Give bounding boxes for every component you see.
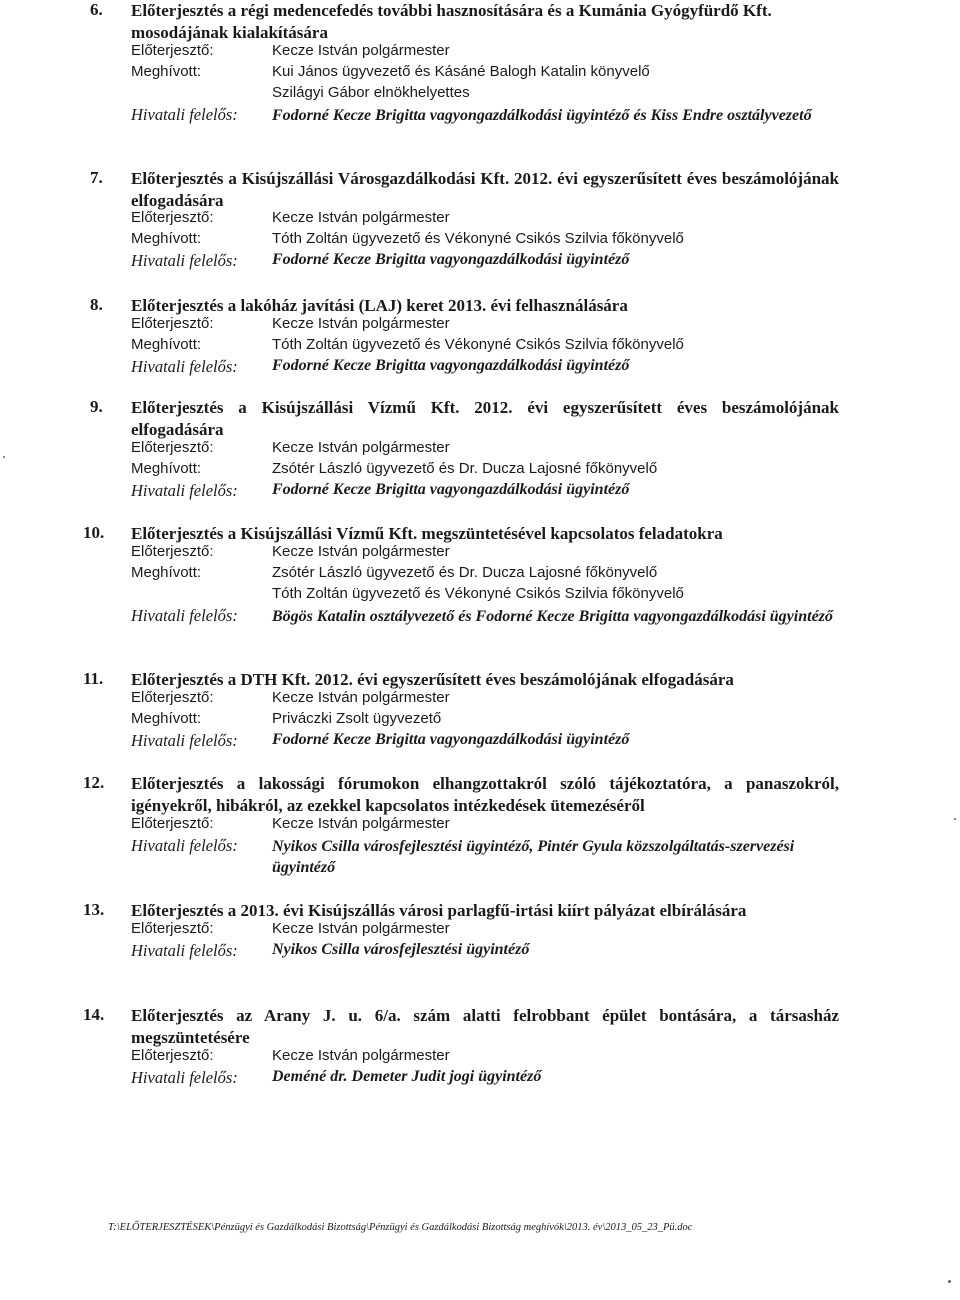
detail-value: Kui János ügyvezető és Kásáné Balogh Katalin könyvelő (272, 63, 650, 80)
agenda-item-title: Előterjesztés a Kisújszállási Vízmű Kft. 2012. évi egyszerűsített éves beszámolójának elfogadására (131, 398, 839, 439)
detail-label: Meghívott: (131, 460, 202, 477)
agenda-item-detail-row (131, 564, 851, 585)
agenda-item-detail-row (131, 836, 851, 876)
detail-label: Hivatali felelős: (131, 105, 238, 124)
detail-label: Előterjesztő: (131, 689, 214, 706)
agenda-item-detail-row (131, 689, 851, 710)
agenda-item-number: 6. (90, 0, 103, 19)
detail-value: Zsótér László ügyvezető és Dr. Ducza Lajosné főkönyvelő (272, 564, 658, 581)
agenda-item-detail-row (131, 731, 851, 752)
detail-label: Hivatali felelős: (131, 606, 238, 625)
detail-value: Kecze István polgármester (272, 920, 450, 937)
agenda-item-number: 12. (83, 773, 105, 792)
agenda-item-number: 8. (90, 295, 103, 314)
agenda-item-title: Előterjesztés a lakóház javítási (LAJ) keret 2013. évi felhasználására (131, 296, 628, 315)
agenda-item-number: 11. (83, 669, 104, 688)
agenda-item-detail-row (131, 460, 851, 481)
agenda-item-title: Előterjesztés az Arany J. u. 6/a. szám alatti felrobbant épület bontására, a társasház megszüntetésére (131, 1006, 839, 1047)
agenda-item-detail-row (131, 105, 851, 126)
detail-value: Tóth Zoltán ügyvezető és Vékonyné Csikós Szilvia főkönyvelő (272, 336, 684, 353)
detail-value: Kecze István polgármester (272, 689, 450, 706)
agenda-item-title: Előterjesztés a DTH Kft. 2012. évi egyszerűsített éves beszámolójának elfogadására (131, 670, 734, 689)
detail-label: Hivatali felelős: (131, 941, 238, 960)
detail-label: Meghívott: (131, 710, 202, 727)
agenda-item-detail-row (131, 1047, 851, 1068)
detail-value: Fodorné Kecze Brigitta vagyongazdálkodási ügyintéző (272, 357, 630, 374)
agenda-item-detail-row (131, 209, 851, 230)
detail-value: Kecze István polgármester (272, 543, 450, 560)
detail-label: Előterjesztő: (131, 439, 214, 456)
agenda-item-number: 10. (83, 523, 105, 542)
detail-label: Előterjesztő: (131, 209, 214, 226)
detail-value: Bögös Katalin osztályvezető és Fodorné Kecze Brigitta vagyongazdálkodási ügyintéző (272, 608, 833, 625)
agenda-item-detail-row (131, 439, 851, 460)
agenda-item-number: 9. (90, 397, 103, 416)
agenda-item-detail-row (131, 357, 851, 378)
detail-value: Tóth Zoltán ügyvezető és Vékonyné Csikós Szilvia főkönyvelő (272, 230, 684, 247)
detail-value: Deméné dr. Demeter Judit jogi ügyintéző (272, 1068, 542, 1085)
detail-label: Hivatali felelős: (131, 481, 238, 500)
agenda-item-title: Előterjesztés a Kisújszállási Városgazdálkodási Kft. 2012. évi egyszerűsített éves beszámolójának elfogadására (131, 169, 839, 210)
file-path-footer: T:\ELŐTERJESZTÉSEK\Pénzügyi és Gazdálkodási Bizottság\Pénzügyi és Gazdálkodási Bizottság meghívók\2013. év\2013_05_23_Pü.doc (108, 1222, 693, 1233)
agenda-item-detail-row (131, 251, 851, 272)
detail-value: Nyikos Csilla városfejlesztési ügyintéző, Pintér Gyula közszolgáltatás-szervezési ügyintéző (272, 838, 795, 876)
agenda-item-detail-row (131, 606, 851, 627)
detail-label: Előterjesztő: (131, 1047, 214, 1064)
detail-label: Előterjesztő: (131, 815, 214, 832)
agenda-item-detail-row (131, 315, 851, 336)
detail-label: Előterjesztő: (131, 920, 214, 937)
agenda-item-detail-row (131, 815, 851, 836)
agenda-item-title: Előterjesztés a régi medencefedés további hasznosítására és a Kumánia Gyógyfürdő Kft. mosodájának kialakítására (131, 1, 772, 42)
agenda-item-number: 7. (90, 168, 103, 187)
detail-value: Fodorné Kecze Brigitta vagyongazdálkodási ügyintéző és Kiss Endre osztályvezető (272, 107, 812, 124)
detail-label: Előterjesztő: (131, 42, 214, 59)
detail-value: Szilágyi Gábor elnökhelyettes (272, 84, 470, 101)
agenda-item-detail-row (131, 710, 851, 731)
agenda-item-detail-row (131, 920, 851, 941)
agenda-item-detail-row (131, 42, 851, 63)
detail-label: Meghívott: (131, 336, 202, 353)
scan-speck (948, 1280, 951, 1283)
detail-label: Hivatali felelős: (131, 731, 238, 750)
agenda-item-detail-row (131, 336, 851, 357)
agenda-item-number: 13. (83, 900, 105, 919)
agenda-item-detail-row (131, 481, 851, 502)
detail-value: Fodorné Kecze Brigitta vagyongazdálkodási ügyintéző (272, 251, 630, 268)
detail-value: Kecze István polgármester (272, 42, 450, 59)
detail-label: Meghívott: (131, 230, 202, 247)
detail-label: Hivatali felelős: (131, 1068, 238, 1087)
detail-label: Előterjesztő: (131, 543, 214, 560)
detail-value: Kecze István polgármester (272, 1047, 450, 1064)
detail-value: Kecze István polgármester (272, 439, 450, 456)
detail-label: Hivatali felelős: (131, 836, 238, 855)
agenda-item-detail-row (131, 543, 851, 564)
detail-label: Hivatali felelős: (131, 357, 238, 376)
agenda-item-number: 14. (83, 1005, 105, 1024)
detail-label: Meghívott: (131, 564, 202, 581)
detail-value: Fodorné Kecze Brigitta vagyongazdálkodási ügyintéző (272, 731, 630, 748)
agenda-item-detail-row (131, 84, 851, 105)
agenda-item-title: Előterjesztés a lakossági fórumokon elhangzottakról szóló tájékoztatóra, a panaszokról, igényekről, hibákról, az ezekkel kapcsolatos intézkedések ütemezéséről (131, 774, 839, 815)
detail-value: Zsótér László ügyvezető és Dr. Ducza Lajosné főkönyvelő (272, 460, 658, 477)
detail-value: Kecze István polgármester (272, 815, 450, 832)
detail-value: Tóth Zoltán ügyvezető és Vékonyné Csikós Szilvia főkönyvelő (272, 585, 684, 602)
agenda-item-detail-row (131, 230, 851, 251)
detail-value: Kecze István polgármester (272, 315, 450, 332)
agenda-item-title: Előterjesztés a Kisújszállási Vízmű Kft. megszüntetésével kapcsolatos feladatokra (131, 524, 723, 543)
detail-label: Hivatali felelős: (131, 251, 238, 270)
detail-label: Meghívott: (131, 63, 202, 80)
agenda-item-detail-row (131, 63, 851, 84)
scan-speck (3, 456, 5, 458)
detail-value: Priváczki Zsolt ügyvezető (272, 710, 442, 727)
agenda-item-detail-row (131, 941, 851, 962)
agenda-item-detail-row (131, 1068, 851, 1089)
detail-value: Kecze István polgármester (272, 209, 450, 226)
agenda-item-title: Előterjesztés a 2013. évi Kisújszállás városi parlagfű-irtási kiírt pályázat elbírálására (131, 901, 747, 920)
agenda-item-detail-row (131, 585, 851, 606)
scan-speck (954, 818, 956, 820)
detail-label: Előterjesztő: (131, 315, 214, 332)
detail-value: Fodorné Kecze Brigitta vagyongazdálkodási ügyintéző (272, 481, 630, 498)
detail-value: Nyikos Csilla városfejlesztési ügyintéző (272, 941, 530, 958)
